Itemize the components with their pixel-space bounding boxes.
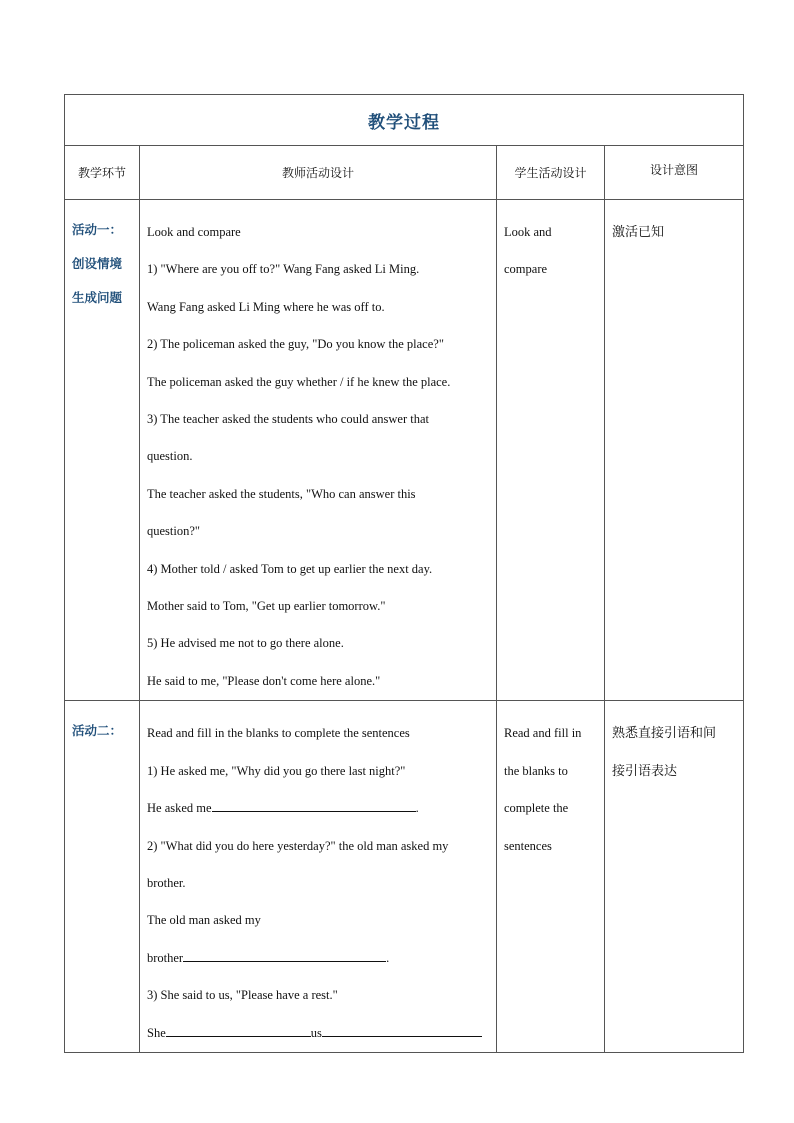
line-suffix: . xyxy=(415,801,419,816)
header-cell-teacher xyxy=(140,146,497,200)
table-row xyxy=(65,701,744,1053)
line-prefix: She xyxy=(147,1025,166,1040)
text-line: 1) "Where are you off to?" Wang Fang asked Li Ming. xyxy=(147,262,420,277)
text-line: 5) He advised me not to go there alone. xyxy=(147,636,344,651)
line-suffix: . xyxy=(386,950,390,965)
text-line: Mother said to Tom, "Get up earlier tomorrow." xyxy=(147,599,386,614)
answer-blank[interactable] xyxy=(183,950,386,962)
fill-line xyxy=(147,1015,490,1052)
text-line: He said to me, "Please don't come here alone." xyxy=(147,673,381,688)
text-line: question. xyxy=(147,449,193,464)
header-design-purpose: 设计意图 xyxy=(649,163,698,177)
text-line: 激活已知 xyxy=(612,225,665,240)
header-teacher-activity: 教师活动设计 xyxy=(281,166,354,180)
header-student-activity: 学生活动设计 xyxy=(514,166,587,180)
text-line: 2) The policeman asked the guy, "Do you know the place?" xyxy=(147,337,444,352)
text-line: 3) The teacher asked the students who could answer that xyxy=(147,412,429,427)
text-line: complete the xyxy=(504,801,569,816)
student-activity-cell xyxy=(497,200,605,701)
header-stage: 教学环节 xyxy=(77,166,126,180)
text-line: brother. xyxy=(147,875,186,890)
text-line: 接引语表达 xyxy=(612,763,678,779)
text-line: Read and fill in xyxy=(504,726,582,741)
text-line: 1) He asked me, "Why did you go there last night?" xyxy=(147,763,406,778)
stage-cell xyxy=(65,701,140,1053)
design-purpose-cell xyxy=(605,200,744,701)
text-line: 2) "What did you do here yesterday?" the old man asked my xyxy=(147,838,449,853)
stage-label: 活动二： xyxy=(72,723,123,739)
text-line: The old man asked my xyxy=(147,913,261,928)
text-line: compare xyxy=(504,262,548,277)
text-line: sentences xyxy=(504,838,552,853)
fill-line xyxy=(147,940,490,977)
design-purpose-cell xyxy=(605,701,744,1053)
text-line: 3) She said to us, "Please have a rest." xyxy=(147,988,338,1003)
lesson-process-table xyxy=(64,94,744,1053)
stage-label: 生成问题 xyxy=(72,290,123,305)
fill-line xyxy=(147,790,490,827)
text-line: Read and fill in the blanks to complete the sentences xyxy=(147,726,410,741)
line-prefix: He asked me xyxy=(147,801,212,816)
answer-blank[interactable] xyxy=(166,1025,311,1037)
line-prefix: brother xyxy=(147,950,184,965)
text-line: question?" xyxy=(147,524,201,539)
table-title-cell xyxy=(65,95,744,146)
line-mid: us xyxy=(310,1025,322,1040)
text-line: 4) Mother told / asked Tom to get up earlier the next day. xyxy=(147,561,433,576)
answer-blank[interactable] xyxy=(322,1025,482,1037)
teacher-activity-cell xyxy=(140,200,497,701)
student-activity-cell xyxy=(497,701,605,1053)
header-cell-student xyxy=(497,146,605,200)
teacher-activity-cell xyxy=(140,701,497,1053)
text-line: 熟悉直接引语和间 xyxy=(612,726,717,742)
header-cell-purpose xyxy=(605,146,744,200)
text-line: The teacher asked the students, "Who can answer this xyxy=(147,486,416,501)
text-line: Wang Fang asked Li Ming where he was off to. xyxy=(147,299,385,314)
stage-label: 创设情境 xyxy=(72,256,123,271)
text-line: The policeman asked the guy whether / if he knew the place. xyxy=(147,374,451,389)
text-line: Look and compare xyxy=(147,225,241,239)
stage-label: 活动一： xyxy=(72,222,123,237)
table-row xyxy=(65,200,744,701)
table-title: 教学过程 xyxy=(368,112,440,133)
header-cell-stage xyxy=(65,146,140,200)
text-line: Look and xyxy=(504,225,552,239)
answer-blank[interactable] xyxy=(212,800,416,812)
stage-cell xyxy=(65,200,140,701)
text-line: the blanks to xyxy=(504,763,568,778)
